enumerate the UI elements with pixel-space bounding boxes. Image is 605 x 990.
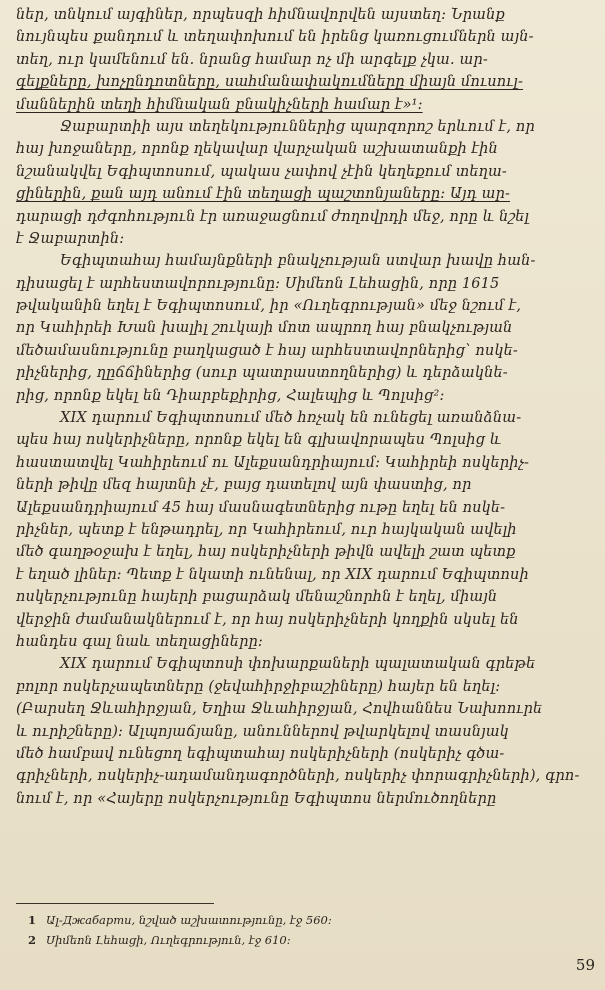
text-line: XIX դարում Եգիպտոսում մեծ հռչակ են ունեցել առանձնա- xyxy=(60,410,522,427)
footnote-number: 2 xyxy=(27,933,36,947)
text-line: րից, որոնք եկել են Դիարբեքիրից, Հալեպից և Պոլսից²։ xyxy=(16,387,445,404)
text-line: գրիչների, ոսկերիչ-ադամանդագործների, ոսկերիչ փորագրիչների), գրո- xyxy=(16,768,580,785)
text-line: ներ, տնկում այգիներ, որպեսզի հիմնավորվեն այստեղ։ Նրանք xyxy=(16,7,505,23)
text-line: նում է, որ «Հայերը ոսկերչությունը Եգիպտոս ներմուծողները xyxy=(16,790,497,807)
text-line: րիչներից, ղըճճիներից (սուր պատրաստողներից) և դերձակնե- xyxy=(16,365,508,382)
text-line: բոլոր ոսկերչապետները (ջեվահիրջիբաշիները) հայեր են եղել։ xyxy=(16,678,501,695)
text-line: նույնպես քանդում և տեղափոխում են իրենց կառուցումներն այն- xyxy=(16,29,534,46)
text-line: ցիներին, քան այդ անում էին տեղացի պաշտոնյաները։ Այդ ար- xyxy=(16,186,511,203)
text-line: (Բարսեղ Ջևահիրջյան, Եղիա Ջևահիրջյան, Հովհաննես Նախոուրե xyxy=(16,701,543,718)
footnote-divider xyxy=(16,903,214,904)
text-line: պես հայ ոսկերիչները, որոնք եկել են գլխավորապես Պոլսից և xyxy=(16,432,502,449)
text-line: Ջաբարտիի այս տեղեկություններից պարզորոշ երևում է, որ xyxy=(60,118,535,135)
paragraph xyxy=(16,4,590,116)
text-line: գելքները, խոչընդոտները, սահմանափակումները միայն մուսուլ- xyxy=(16,74,524,91)
text-line: Ալեքսանդրիայում 45 հայ մասնագետներից ութը եղել են ոսկե- xyxy=(16,499,506,516)
footnote-number: 1 xyxy=(27,913,36,927)
text-line: է Ջաբարտին։ xyxy=(16,230,125,247)
page-number: 59 xyxy=(575,956,595,974)
text-line: ոսկերչությունը հայերի բացարձակ մենաշնորհն է եղել, միայն xyxy=(16,589,498,606)
text-line: րիչներ, պետք է ենթադրել, որ Կահիրեում, ուր հայկական ավելի xyxy=(16,521,517,538)
footnote xyxy=(18,930,578,950)
text-line: մեծ համբավ ունեցող եգիպտահայ ոսկերիչների (ոսկերիչ գծա- xyxy=(16,745,505,762)
footnote-text: Ալ-Джабарти, նշված աշխատությունը, էջ 560։ xyxy=(46,913,332,927)
footnote xyxy=(18,910,578,930)
paragraph xyxy=(16,407,590,653)
footnotes xyxy=(18,910,578,950)
text-line: հանդես գալ նաև տեղացիները։ xyxy=(16,633,264,650)
text-line: և ուրիշները)։ Ալպոյաճյանը, անուններով թվարկելով տասնյակ xyxy=(16,723,509,740)
text-line: XIX դարում Եգիպտոսի փոխարքաների պալատական գրեթե xyxy=(60,656,536,673)
text-line: ների թիվը մեզ հայտնի չէ, բայց դատելով այն փաստից, որ xyxy=(16,477,472,494)
text-line: մեծամասնությունը բաղկացած է հայ արհեստավորներից՝ ոսկե- xyxy=(16,342,518,359)
paragraph xyxy=(16,250,590,407)
text-line: տեղ, ուր կամենում են. նրանց համար ոչ մի արգելք չկա. ար- xyxy=(16,51,488,68)
text-line: նշանակվել Եգիպտոսում, պակաս չափով չէին կեղեքում տեղա- xyxy=(16,163,507,180)
text-line: մեծ գաղթօջախ է եղել, հայ ոսկերիչների թիվն ավելի շատ պետք xyxy=(16,544,516,561)
text-line: հայ խոջաները, որոնք ղեկավար վարչական աշխատանքի էին xyxy=(16,141,498,158)
paragraph xyxy=(16,653,590,810)
body-text xyxy=(16,4,590,810)
footnote-text: Սիմեոն Լեհացի, Ուղեգրություն, էջ 610։ xyxy=(46,933,291,947)
text-line: մաններին տեղի հիմնական բնակիչների համար է»¹։ xyxy=(16,96,423,113)
text-line: Եգիպտահայ համայնքների բնակչության ստվար խավը հան- xyxy=(60,253,536,270)
text-line: որ Կահիրեի Խան խալիլ շուկայի մոտ ապրող հայ բնակչության xyxy=(16,320,513,337)
text-line: դարացի դժգոհություն էր առաջացնում ժողովրդի մեջ, որը և նշել xyxy=(16,208,530,225)
text-line: թվականին եղել է Եգիպտոսում, իր «Ուղեգրության» մեջ նշում է, xyxy=(16,298,522,315)
paragraph xyxy=(16,116,590,250)
text-line: հաստատվել Կահիրեում ու Ալեքսանդրիայում։ Կահիրեի ոսկերիչ- xyxy=(16,454,530,471)
text-line: է եղած լիներ։ Պետք է նկատի ունենալ, որ XIX դարում Եգիպտոսի xyxy=(16,566,529,583)
text-line: դիսացել է արհեստավորությունը։ Սիմեոն Լեհացին, որը 1615 xyxy=(16,275,500,292)
text-line: վերջին ժամանակներում է, որ հայ ոսկերիչների կողքին սկսել են xyxy=(16,611,519,628)
